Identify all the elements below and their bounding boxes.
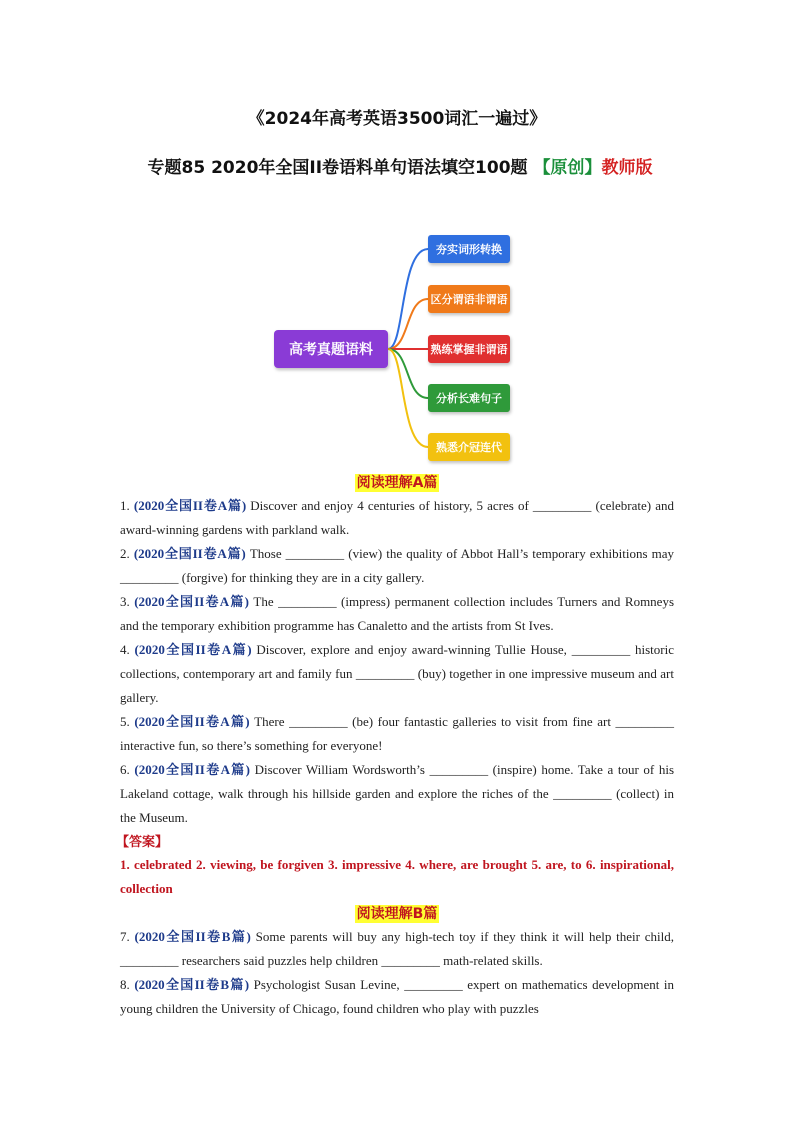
question-2: 2. (2020全国II卷A篇) Those _________ (view) the quality of Abbot Hall’s temporary exhibitions may _________ (forgive) for thinking they are in a city gallery.	[120, 546, 675, 585]
connector-1	[388, 249, 428, 349]
connector-5	[388, 349, 428, 447]
question-source: (2020全国II卷A篇)	[134, 762, 250, 777]
mind-map-root: 高考真题语料	[274, 330, 388, 368]
question-1: 1. (2020全国II卷A篇) Discover and enjoy 4 centuries of history, 5 acres of _________ (celebrate) and award-winning gardens with parkland walk.	[120, 498, 674, 537]
subtitle-main: 专题85 2020年全国II卷语料单句语法填空100题	[147, 158, 528, 178]
mind-map-node-2: 区分谓语非谓语	[428, 285, 510, 313]
question-source: (2020全国II卷A篇)	[134, 642, 252, 657]
question-7: 7. (2020全国II卷B篇) Some parents will buy any high-tech toy if they think it will help their child, _________ researchers said puzzles help children _________ math-related skills.	[120, 929, 675, 968]
mind-map-node-5: 熟悉介冠连代	[428, 433, 510, 461]
answer-label: 【答案】	[116, 835, 169, 850]
answer-text: 1. celebrated 2. viewing, be forgiven 3. impressive 4. where, are brought 5. are, to 6. inspirational, collection	[120, 857, 674, 896]
mind-map	[270, 228, 530, 468]
question-source: (2020全国II卷A篇)	[134, 594, 249, 609]
mind-map-node-3: 熟练掌握非谓语	[428, 335, 510, 363]
section-a-title: 阅读理解A篇	[356, 475, 438, 491]
question-8: 8. (2020全国II卷B篇) Psychologist Susan Levine, _________ expert on mathematics development in young children the University of Chicago, found children who play with puzzles	[120, 977, 675, 1016]
question-source: (2020全国II卷B篇)	[134, 929, 251, 944]
question-5: 5. (2020全国II卷A篇) There _________ (be) four fantastic galleries to visit from fine art _________ interactive fun, so there’s something for everyone!	[120, 714, 675, 753]
document-title: 《2024年高考英语3500词汇一遍过》	[247, 109, 547, 129]
question-source: (2020全国II卷A篇)	[133, 546, 246, 561]
question-3: 3. (2020全国II卷A篇) The _________ (impress) permanent collection includes Turners and Romneys and the temporary exhibition programme has Canaletto and the artists from St Ives.	[120, 594, 675, 633]
document-subtitle	[120, 148, 680, 188]
question-source: (2020全国II卷A篇)	[134, 714, 250, 729]
section-b-title: 阅读理解B篇	[356, 906, 438, 922]
question-source: (2020全国II卷A篇)	[133, 498, 247, 513]
mind-map-node-1: 夯实词形转换	[428, 235, 510, 263]
subtitle-suffix: 教师版	[601, 158, 653, 178]
question-6: 6. (2020全国II卷A篇) Discover William Wordsworth’s _________ (inspire) home. Take a tour of his Lakeland cottage, walk through his hillside garden and explore the riches of the _________ (collect) in the Museum.	[120, 762, 675, 825]
subtitle-tag: 【原创】	[533, 158, 602, 178]
question-4: 4. (2020全国II卷A篇) Discover, explore and enjoy award-winning Tullie House, _________ historic collections, contemporary art and family fun _________ (buy) together in one impressive museum and art gallery.	[120, 642, 674, 705]
question-source: (2020全国II卷B篇)	[134, 977, 250, 992]
mind-map-node-4: 分析长难句子	[428, 384, 510, 412]
